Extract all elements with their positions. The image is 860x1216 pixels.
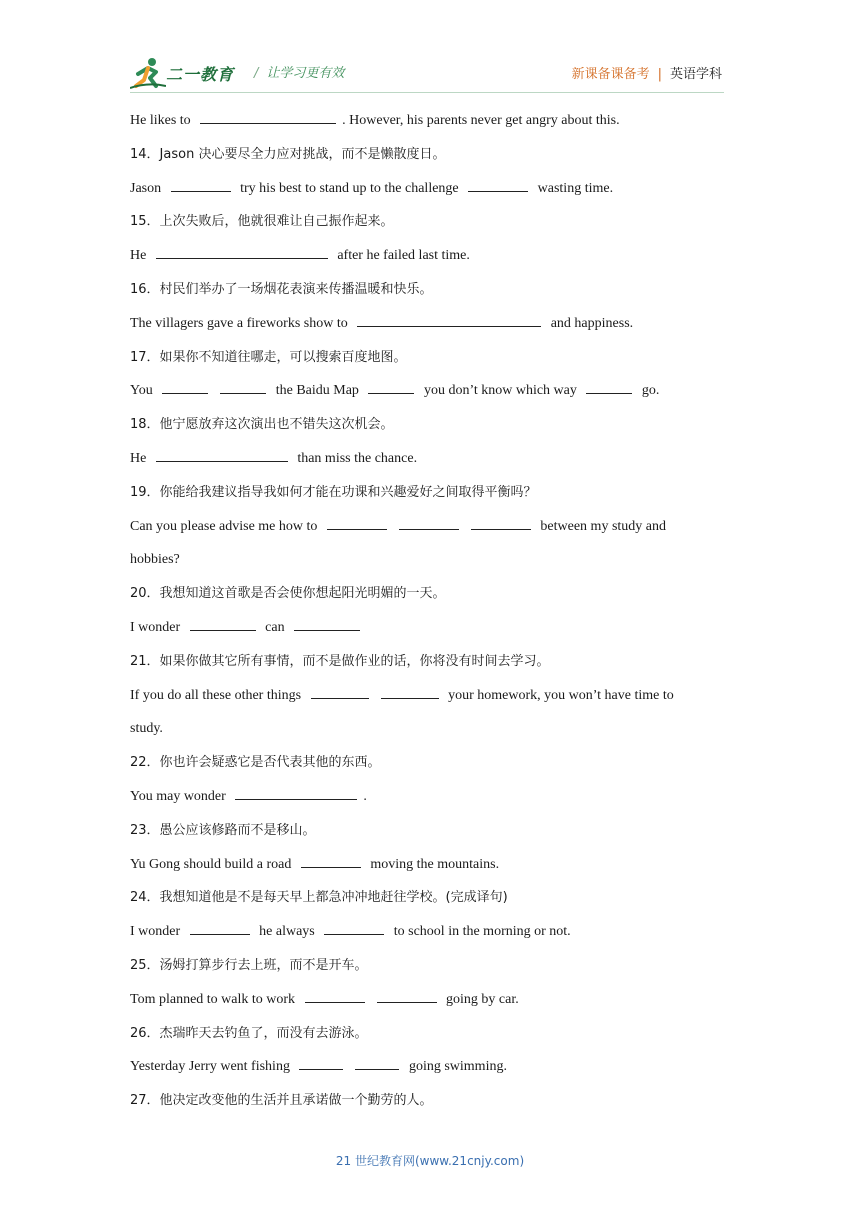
fill-blank[interactable] (468, 177, 528, 192)
page-header (130, 56, 722, 92)
line-text: 17．如果你不知道往哪走，可以搜索百度地图。 (130, 349, 407, 365)
line-text: Yu Gong should build a road (130, 856, 295, 872)
fill-blank[interactable] (355, 1055, 399, 1070)
line-text: you don’t know which way (420, 383, 581, 399)
header-separator: | (657, 67, 662, 82)
fill-blank[interactable] (471, 515, 531, 530)
line-text: . (363, 788, 367, 804)
fill-blank[interactable] (156, 447, 288, 462)
fill-blank[interactable] (357, 312, 541, 327)
line-text: He (130, 450, 150, 466)
question-prompt (130, 141, 730, 175)
page-footer: 21 世纪教育网(www.21cnjy.com) (335, 1154, 525, 1168)
question-prompt (130, 411, 730, 445)
line-text: I wonder (130, 619, 184, 635)
answer-line (130, 445, 730, 479)
fill-blank[interactable] (190, 616, 256, 631)
line-text: Tom planned to walk to work (130, 991, 299, 1007)
line-text: wasting time. (534, 180, 614, 196)
answer-line (130, 1053, 730, 1087)
question-prompt (130, 208, 730, 242)
line-text: Jason (130, 180, 165, 196)
line-text: try his best to stand up to the challenge (236, 180, 463, 196)
question-prompt (130, 580, 730, 614)
line-text: 14．Jason 决心要尽全力应对挑战，而不是懒散度日。 (130, 146, 446, 162)
answer-line (130, 851, 730, 885)
logo (130, 56, 240, 90)
line-text: Can you please advise me how to (130, 518, 321, 534)
line-text: than miss the chance. (293, 450, 418, 466)
fill-blank[interactable] (586, 379, 632, 394)
line-text: he always (255, 924, 319, 940)
fill-blank[interactable] (301, 853, 361, 868)
answer-line (130, 715, 730, 749)
fill-blank[interactable] (294, 616, 360, 631)
line-text: and happiness. (547, 315, 634, 331)
line-text: 25．汤姆打算步行去上班，而不是开车。 (130, 957, 368, 973)
answer-line (130, 918, 730, 952)
line-text: 21．如果你做其它所有事情，而不是做作业的话，你将没有时间去学习。 (130, 653, 550, 669)
header-divider (130, 92, 724, 93)
fill-blank[interactable] (399, 515, 459, 530)
line-text: He (130, 248, 150, 264)
question-prompt (130, 1087, 730, 1121)
line-text: 20．我想知道这首歌是否会使你想起阳光明媚的一天。 (130, 586, 446, 602)
fill-blank[interactable] (171, 177, 231, 192)
question-prompt (130, 884, 730, 918)
line-text: hobbies? (130, 552, 180, 568)
answer-line (130, 614, 730, 648)
line-text: study. (130, 721, 163, 737)
line-text: Yesterday Jerry went fishing (130, 1059, 294, 1075)
question-prompt (130, 344, 730, 378)
line-text: 15．上次失败后，他就很难让自己振作起来。 (130, 214, 394, 230)
question-prompt (130, 952, 730, 986)
slogan: / 让学习更有效 (254, 66, 345, 81)
line-text: You (130, 383, 157, 399)
line-text: 26．杰瑞昨天去钓鱼了，而没有去游泳。 (130, 1025, 368, 1041)
question-prompt (130, 276, 730, 310)
answer-line (130, 986, 730, 1020)
line-text: He likes to (130, 113, 195, 128)
fill-blank[interactable] (299, 1055, 343, 1070)
line-text: If you do all these other things (130, 687, 305, 703)
answer-line (130, 682, 730, 716)
line-text: 27．他决定改变他的生活并且承诺做一个勤劳的人。 (130, 1093, 433, 1109)
answer-line (130, 783, 730, 817)
fill-blank[interactable] (200, 109, 336, 124)
answer-line (130, 546, 730, 580)
fill-blank[interactable] (220, 379, 266, 394)
line-text: the Baidu Map (272, 383, 363, 399)
line-text: moving the mountains. (366, 856, 500, 872)
fill-blank[interactable] (327, 515, 387, 530)
line-text: The villagers gave a fireworks show to (130, 315, 352, 331)
line-text: your homework, you won’t have time to (444, 687, 674, 703)
answer-line (130, 310, 730, 344)
line-text: between my study and (536, 518, 666, 534)
fill-blank[interactable] (190, 920, 250, 935)
question-prompt (130, 648, 730, 682)
header-tag-right: 英语学科 (669, 67, 722, 82)
answer-line (130, 107, 730, 141)
slogan-text: 让学习更有效 (266, 66, 345, 81)
fill-blank[interactable] (381, 684, 439, 699)
logo-text: 二一教育 (166, 65, 235, 84)
line-text: 19．你能给我建议指导我如何才能在功课和兴趣爱好之间取得平衡吗？ (130, 484, 537, 500)
question-prompt (130, 479, 730, 513)
line-text: 18．他宁愿放弃这次演出也不错失这次机会。 (130, 417, 394, 433)
line-text: 22．你也许会疑惑它是否代表其他的东西。 (130, 755, 381, 771)
document-body (130, 107, 730, 1121)
fill-blank[interactable] (324, 920, 384, 935)
fill-blank[interactable] (311, 684, 369, 699)
line-text: 24．我想知道他是不是每天早上都急冲冲地赶往学校。(完成译句) (130, 890, 508, 906)
answer-line (130, 242, 730, 276)
line-text: going by car. (442, 991, 519, 1007)
line-text: . However, his parents never get angry about this. (342, 113, 620, 128)
line-text: after he failed last time. (333, 248, 470, 264)
line-text: going swimming. (405, 1059, 507, 1075)
line-text: to school in the morning or not. (390, 924, 571, 940)
fill-blank[interactable] (305, 988, 365, 1003)
answer-line (130, 513, 730, 547)
fill-blank[interactable] (377, 988, 437, 1003)
line-text: I wonder (130, 924, 184, 940)
header-tags (572, 63, 722, 82)
fill-blank[interactable] (368, 379, 414, 394)
answer-line (130, 377, 730, 411)
answer-line (130, 175, 730, 209)
line-text: 16．村民们举办了一场烟花表演来传播温暖和快乐。 (130, 281, 433, 297)
line-text: 23．愚公应该修路而不是移山。 (130, 822, 316, 838)
question-prompt (130, 749, 730, 783)
fill-blank[interactable] (162, 379, 208, 394)
header-tag-left: 新课备课备考 (571, 67, 650, 82)
runner-logo-icon (130, 56, 166, 90)
line-text: go. (638, 383, 660, 399)
question-prompt (130, 1020, 730, 1054)
fill-blank[interactable] (156, 244, 328, 259)
fill-blank[interactable] (235, 785, 357, 800)
line-text: can (261, 619, 289, 635)
line-text: You may wonder (130, 788, 230, 804)
question-prompt (130, 817, 730, 851)
